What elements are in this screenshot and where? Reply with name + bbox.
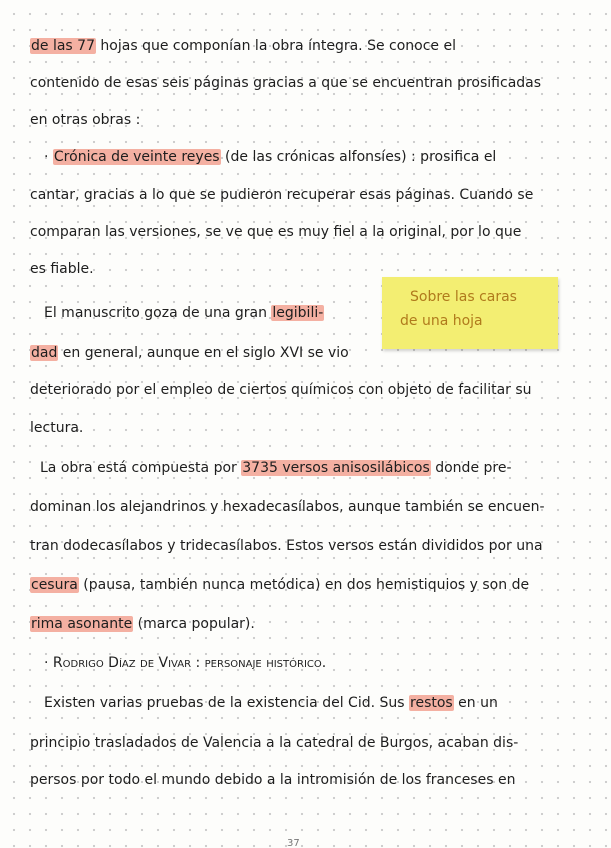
text-line-7 bbox=[30, 259, 94, 279]
line-text: dominan los alejandrinos y hexadecasílabos, aunque también se encuen- bbox=[30, 499, 545, 515]
line-text: en otras obras : bbox=[30, 112, 141, 128]
text-line-18 bbox=[44, 693, 498, 713]
text-line-12 bbox=[40, 458, 512, 478]
text-line-4 bbox=[44, 147, 496, 167]
section-heading: Rodrigo Díaz de Vivar : personaje histórico. bbox=[52, 655, 327, 671]
sticky-note-line-1: Sobre las caras bbox=[410, 289, 517, 305]
highlight: Crónica de veinte reyes bbox=[53, 149, 220, 165]
sticky-note-line-2: de una hoja bbox=[400, 313, 483, 329]
text-line-2 bbox=[30, 73, 541, 93]
line-text: lectura. bbox=[30, 420, 84, 436]
bullet: · bbox=[44, 149, 49, 165]
text-line-16 bbox=[30, 614, 255, 634]
highlight: cesura bbox=[31, 577, 78, 593]
text-line-15 bbox=[30, 575, 529, 595]
text-line-17 bbox=[44, 653, 326, 673]
text-line-5 bbox=[30, 185, 533, 205]
text-line-8 bbox=[44, 303, 324, 323]
line-text: en general, aunque en el siglo XVI se vio bbox=[58, 345, 349, 361]
text-line-10 bbox=[30, 380, 532, 400]
text-line-14 bbox=[30, 536, 543, 556]
text-line-20 bbox=[30, 770, 515, 790]
highlight: restos bbox=[410, 695, 453, 711]
line-text: tran dodecasílabos y tridecasílabos. Estos versos están divididos por una bbox=[30, 538, 543, 554]
highlight: legibili- bbox=[272, 305, 324, 321]
line-text: (pausa, también nunca metódica) en dos hemistiquios y son de bbox=[78, 577, 530, 593]
text-line-9 bbox=[30, 343, 349, 363]
line-text: El manuscrito goza de una gran bbox=[44, 305, 272, 321]
line-text: en un bbox=[453, 695, 498, 711]
line-text: cantar, gracias a lo que se pudieron recuperar esas páginas. Cuando se bbox=[30, 187, 534, 203]
highlight: dad bbox=[31, 345, 58, 361]
page-number: 37 bbox=[287, 838, 300, 848]
text-line-3 bbox=[30, 110, 140, 130]
line-text: (marca popular). bbox=[133, 616, 255, 632]
bullet: · bbox=[44, 655, 49, 671]
text-line-13 bbox=[30, 497, 545, 517]
text-line-1 bbox=[30, 36, 456, 56]
line-text: persos por todo el mundo debido a la intromisión de los franceses en bbox=[30, 772, 516, 788]
highlight: 3735 versos anisosilábicos bbox=[242, 460, 430, 476]
line-text: deteriorado por el empleo de ciertos químicos con objeto de facilitar su bbox=[30, 382, 532, 398]
line-text: La obra está compuesta por bbox=[40, 460, 242, 476]
line-text: principio trasladados de Valencia a la catedral de Burgos, acaban dis- bbox=[30, 735, 519, 751]
highlight: rima asonante bbox=[31, 616, 133, 632]
text-line-19 bbox=[30, 733, 518, 753]
highlight: de las 77 bbox=[31, 38, 95, 54]
text-line-11 bbox=[30, 418, 83, 438]
line-text: contenido de esas seis páginas gracias a que se encuentran prosificadas bbox=[30, 75, 542, 91]
line-text: Existen varias pruebas de la existencia del Cid. Sus bbox=[44, 695, 410, 711]
line-text: donde pre- bbox=[430, 460, 512, 476]
text-line-6 bbox=[30, 222, 521, 242]
sticky-note bbox=[382, 277, 558, 349]
line-text: comparan las versiones, se ve que es muy fiel a la original, por lo que bbox=[30, 224, 522, 240]
line-text: (de las crónicas alfonsíes) : prosifica el bbox=[220, 149, 497, 165]
line-text: hojas que componían la obra íntegra. Se conoce el bbox=[95, 38, 456, 54]
line-text: es fiable. bbox=[30, 261, 94, 277]
